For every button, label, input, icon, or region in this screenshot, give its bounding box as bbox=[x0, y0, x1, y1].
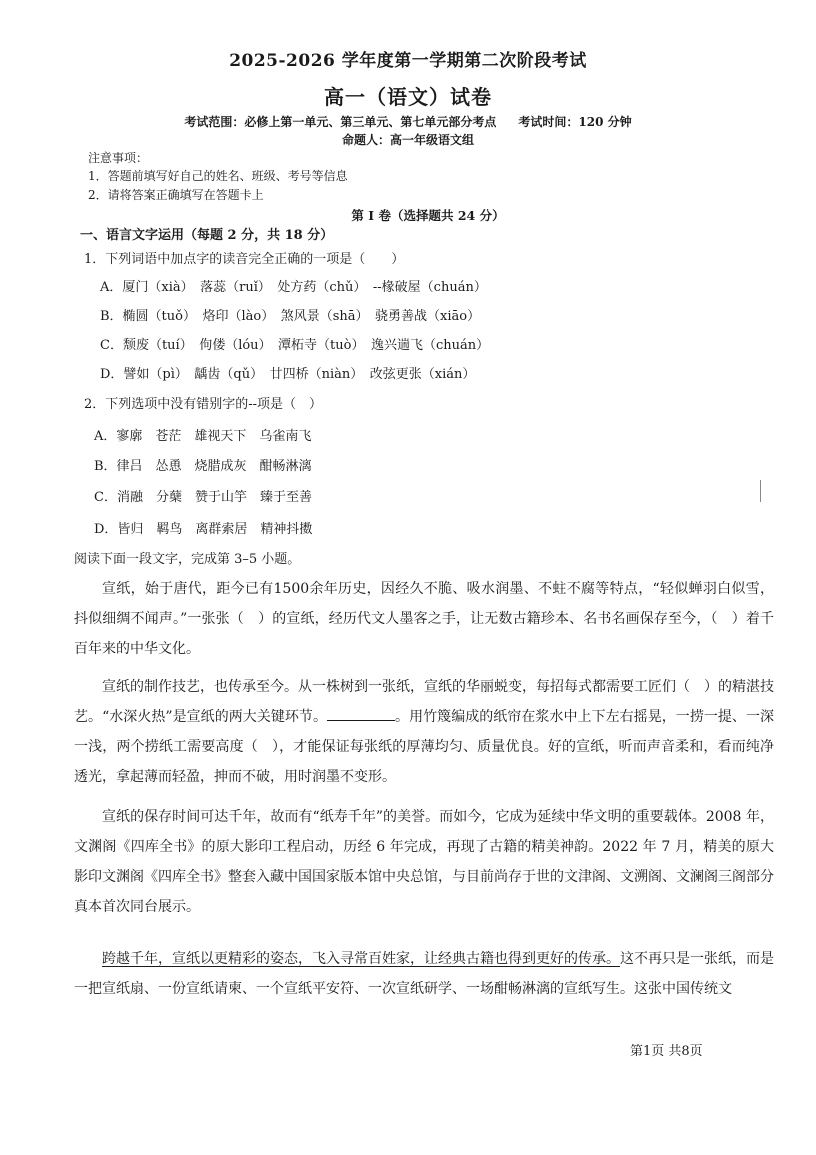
passage-paragraph-4 bbox=[74, 944, 774, 1004]
question-2-option-c: C．消融 分蘖 赞于山竽 臻于至善 bbox=[94, 490, 312, 505]
passage-paragraph-2 bbox=[74, 672, 774, 792]
exam-scope-line bbox=[0, 113, 816, 130]
note-item: 2．请将答案正确填写在答题卡上 bbox=[88, 188, 264, 202]
question-2-stem: 2．下列选项中没有错别字的--项是（ ） bbox=[84, 397, 323, 412]
underlined-sentence: 跨越千年，宣纸以更精彩的姿态，飞入寻常百姓家，让经典古籍也得到更好的传承。 bbox=[102, 951, 620, 967]
exam-title: 2025-2026 学年度第一学期第二次阶段考试 bbox=[229, 51, 587, 71]
question-2-option-a: A．寥廓 苍茫 雄视天下 乌雀南飞 bbox=[94, 429, 312, 444]
fill-in-blank bbox=[327, 708, 395, 721]
question-1-stem: 1．下列词语中加点字的读音完全正确的一项是（ ） bbox=[84, 252, 405, 267]
page-number: 第1页 共8页 bbox=[630, 1044, 703, 1059]
passage-paragraph-2-part-b: 。用竹篾编成的纸帘在浆水中上下左右摇晃，一捞一提、一深一浅，两个捞纸工需要高度（ ），才能保证每张纸的厚薄均匀、质量优良。好的宣纸，听而声音柔和，看而纯净透光，拿起薄而轻盈，抻而不破，用时润墨不变形。 bbox=[74, 709, 774, 785]
note-item: 1．答题前填写好自己的姓名、班级、考号等信息 bbox=[88, 169, 348, 183]
passage-paragraph-1: 宣纸，始于唐代，距今已有1500余年历史，因经久不脆、吸水润墨、不蛀不腐等特点，“轻似蝉羽白似雪，抖似细绸不闻声。”一张张（ ）的宣纸，经历代文人墨客之手，让无数古籍珍本、名书名画保存至今，（ ）着千百年来的中华文化。 bbox=[74, 581, 774, 657]
part1-heading: 第 I 卷（选择题共 24 分） bbox=[351, 208, 505, 223]
passage-paragraph-3: 宣纸的保存时间可达千年，故而有“纸寿千年”的美誉。而如今，它成为延续中华文明的重要载体。2008 年，文渊阁《四库全书》的原大影印工程启动，历经 6 年完成，再现了古籍的精美神韵。2022 年 7 月，精美的原大影印文渊阁《四库全书》整套入藏中国国家版本馆中央总馆，与目前尚存于世的文津阁、文溯阁、文澜阁三阁部分真本首次同台展示。 bbox=[74, 809, 774, 915]
question-2-option-b: B．律吕 怂恿 烧腊成灰 酣畅淋漓 bbox=[94, 459, 312, 474]
question-1-option-d: D．譬如（pì） 龋齿（qǔ） 廿四桥（niàn） 改弦更张（xián） bbox=[100, 367, 476, 382]
question-1-option-a: A．厦门（xià） 落蕊（ruǐ） 处方药（chǔ） --椽破屋（chuán） bbox=[100, 280, 487, 295]
reading-intro: 阅读下面一段文字，完成第 3–5 小题。 bbox=[74, 552, 301, 567]
passage-paragraph-4-rest: 这不再只是一张纸，而是一把宣纸扇、一份宣纸请柬、一个宣纸平安符、一次宣纸研学、一场酣畅淋漓的宣纸写生。这张中国传统文 bbox=[74, 951, 774, 997]
exam-scope: 考试范围：必修上第一单元、第三单元、第七单元部分考点 bbox=[184, 115, 497, 129]
question-1-option-b: B．椭圆（tuǒ） 烙印（lào） 煞风景（shā） 骁勇善战（xiāo） bbox=[100, 309, 481, 324]
exam-author: 命题人：高一年级语文组 bbox=[341, 133, 474, 147]
scan-mark bbox=[760, 480, 761, 502]
notes-heading: 注意事项： bbox=[88, 151, 149, 165]
section1-heading: 一、语言文字运用（每题 2 分，共 18 分） bbox=[80, 228, 334, 243]
exam-time: 考试时间：120 分钟 bbox=[518, 115, 632, 129]
paper-title: 高一（语文）试卷 bbox=[324, 85, 492, 109]
question-1-option-c: C．颓废（tuí） 佝偻（lóu） 潭柘寺（tuò） 逸兴遄飞（chuán） bbox=[100, 338, 490, 353]
question-2-option-d: D．皆归 羁鸟 离群索居 精神抖擞 bbox=[94, 522, 313, 537]
passage-paragraph-2-part-a: 宣纸的制作技艺，也传承至今。从一株树到一张纸，宣纸的华丽蜕变，每招每式都需要工匠们（ ）的精湛技艺。“水深火热”是宣纸的两大关键环节。 bbox=[74, 679, 774, 725]
